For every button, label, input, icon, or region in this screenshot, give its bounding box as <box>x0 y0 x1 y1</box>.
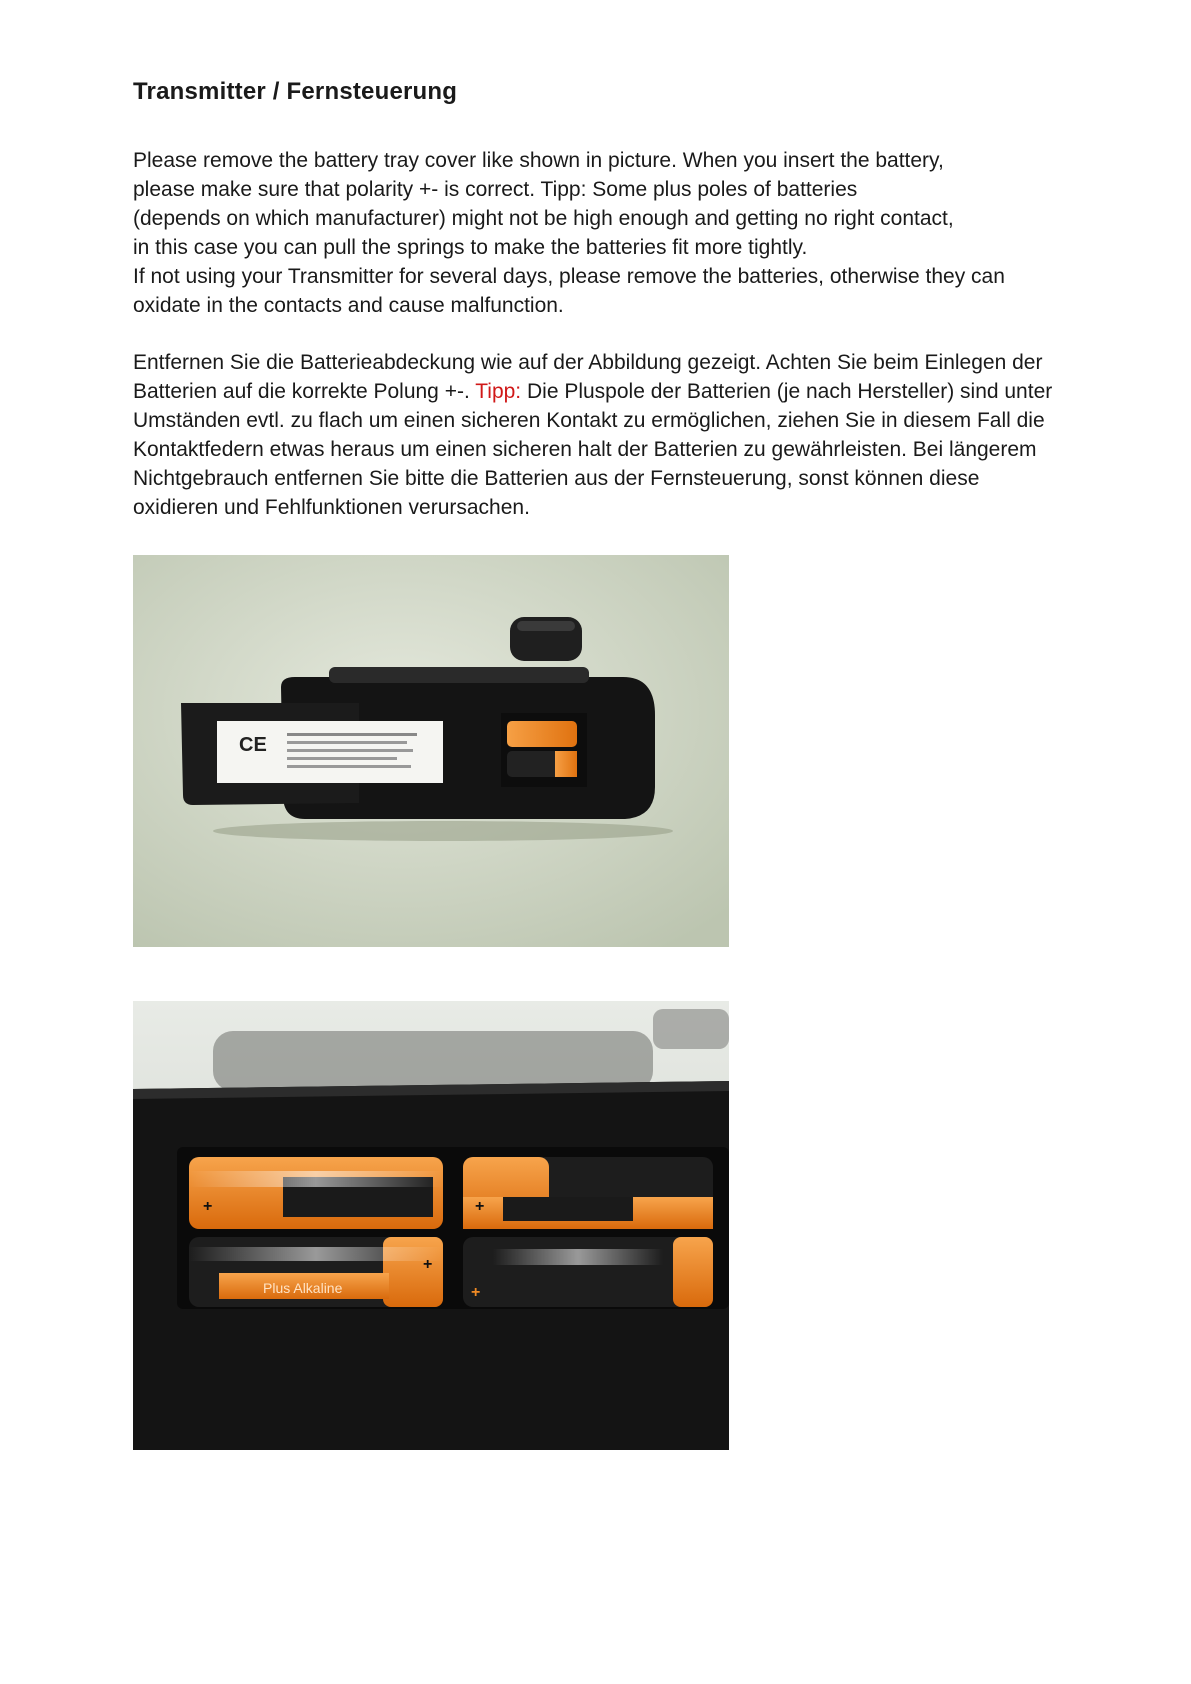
battery-label-text: Plus Alkaline <box>263 1280 343 1296</box>
german-line <box>133 377 1052 406</box>
svg-text:CE: CE <box>239 734 267 756</box>
german-line: oxidieren und Fehlfunktionen verursachen. <box>133 496 530 519</box>
svg-text:+: + <box>423 1256 433 1273</box>
svg-text:+: + <box>475 1198 485 1215</box>
german-text: Die Pluspole der Batterien (je nach Hersteller) sind unter <box>521 380 1053 403</box>
german-line: Entfernen Sie die Batterieabdeckung wie auf der Abbildung gezeigt. Achten Sie beim Einlegen der <box>133 351 1043 374</box>
page-title: Transmitter / Fernsteuerung <box>133 78 458 105</box>
german-line: Umständen evtl. zu flach um einen sicheren Kontakt zu ermöglichen, ziehen Sie in diesem Fall die <box>133 409 1045 432</box>
english-line: in this case you can pull the springs to make the batteries fit more tightly. <box>133 236 808 259</box>
battery-tray-closeup-photo <box>133 1001 729 1450</box>
english-line: Please remove the battery tray cover like shown in picture. When you insert the battery, <box>133 149 944 172</box>
english-instructions <box>133 146 1005 320</box>
tipp-highlight: Tipp: <box>475 380 522 403</box>
battery-tray-illustration <box>133 1001 729 1450</box>
german-text: Batterien auf die korrekte Polung +-. <box>133 380 476 403</box>
english-line: oxidate in the contacts and cause malfunction. <box>133 294 564 317</box>
svg-text:+: + <box>471 1284 481 1301</box>
english-line: If not using your Transmitter for several days, please remove the batteries, otherwise they can <box>133 265 1005 288</box>
german-line: Kontaktfedern etwas heraus um einen sicheren halt der Batterien zu gewährleisten. Bei längerem <box>133 438 1037 461</box>
english-line: please make sure that polarity +- is correct. Tipp: Some plus poles of batteries <box>133 178 858 201</box>
battery-cover-illustration <box>133 555 729 947</box>
battery-cover-photo <box>133 555 729 947</box>
english-line: (depends on which manufacturer) might not be high enough and getting no right contact, <box>133 207 954 230</box>
svg-text:+: + <box>203 1198 213 1215</box>
german-instructions <box>133 348 1052 522</box>
german-line: Nichtgebrauch entfernen Sie bitte die Batterien aus der Fernsteuerung, sonst können diese <box>133 467 980 490</box>
